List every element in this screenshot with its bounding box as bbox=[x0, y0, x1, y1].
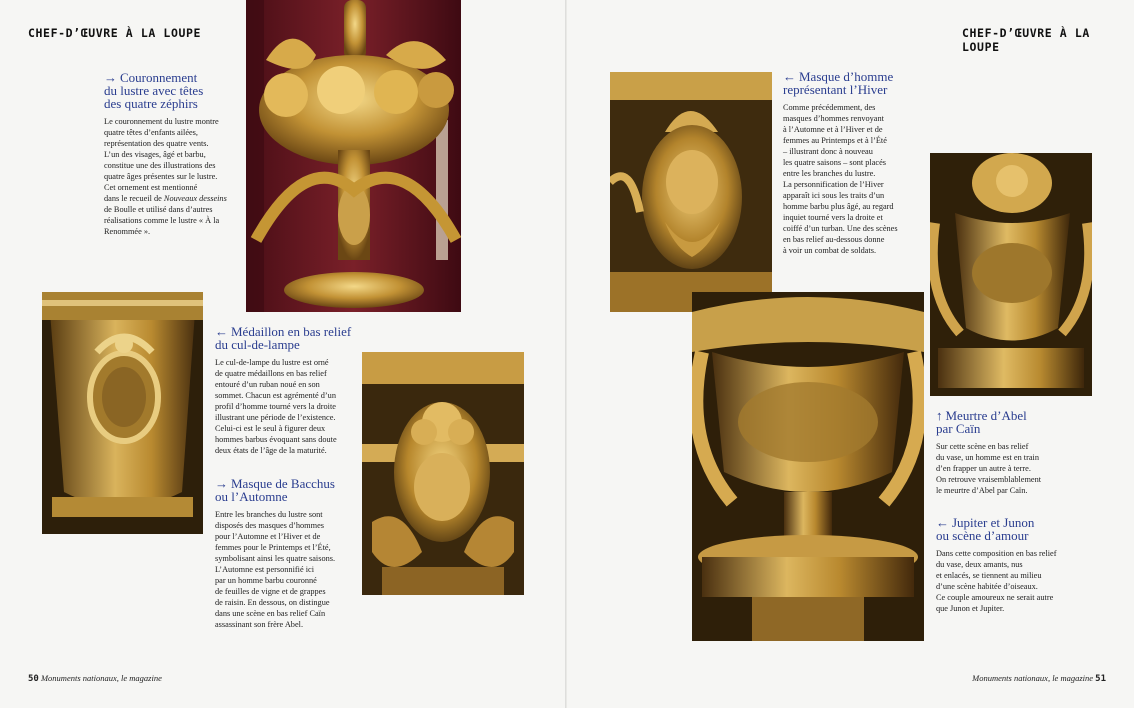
arrow-left-icon: ← bbox=[936, 515, 949, 530]
text-line: ou scène d’amour bbox=[936, 528, 1029, 543]
section-bacchus bbox=[215, 477, 355, 630]
magazine-title: Monuments nationaux, le magazine bbox=[972, 673, 1094, 683]
text-line: Entre les branches du lustre sont bbox=[215, 510, 323, 519]
text-line: réalisations comme le lustre « À la bbox=[104, 216, 220, 225]
text-line: quatre têtes d’enfants ailées, bbox=[104, 128, 198, 137]
text-line: dans une scène en bas relief Caïn bbox=[215, 609, 326, 618]
photo-abel-cain bbox=[930, 153, 1092, 396]
text-line: femmes au Printemps et à l’Été bbox=[783, 136, 887, 145]
text-line: Dans cette composition en bas relief bbox=[936, 549, 1057, 558]
page-number: 51 bbox=[1095, 674, 1106, 684]
text-line: dans le recueil de bbox=[104, 194, 164, 203]
text-line: par Caïn bbox=[936, 421, 981, 436]
text-line: Médaillon en bas relief bbox=[231, 324, 352, 339]
section-hiver bbox=[783, 70, 923, 256]
text-line: assassinant son frère Abel. bbox=[215, 620, 304, 629]
text-line: homme barbu plus âgé, au regard bbox=[783, 202, 894, 211]
arrow-up-icon: ↑ bbox=[936, 408, 943, 423]
section-title bbox=[104, 71, 244, 110]
text-line: à l’Automne et à l’Hiver et de bbox=[783, 125, 883, 134]
section-abel bbox=[936, 409, 1086, 496]
text-line: d’une scène habitée d’oiseaux. bbox=[936, 582, 1038, 591]
section-body bbox=[783, 102, 923, 256]
section-medaillon bbox=[215, 325, 355, 456]
arrow-right-icon: → bbox=[104, 70, 117, 85]
arrow-left-icon: ← bbox=[215, 324, 228, 339]
right-folio bbox=[972, 673, 1106, 684]
text-line: Celui-ci est le seul à figurer deux bbox=[215, 424, 326, 433]
text-line: le meurtre d’Abel par Caïn. bbox=[936, 486, 1028, 495]
text-line: Renommée ». bbox=[104, 227, 151, 236]
text-line: Comme précédemment, des bbox=[783, 103, 876, 112]
right-rubric: CHEF-D’ŒUVRE À LA LOUPE bbox=[962, 26, 1090, 54]
photo-medallion bbox=[42, 292, 203, 534]
left-folio bbox=[28, 673, 162, 684]
section-title bbox=[936, 409, 1086, 435]
section-body bbox=[215, 509, 355, 630]
text-line: L’Automne est personnifié ici bbox=[215, 565, 315, 574]
text-line: – illustrant donc à nouveau bbox=[783, 147, 873, 156]
section-body bbox=[104, 116, 244, 237]
text-line: disposés des masques d’hommes bbox=[215, 521, 325, 530]
text-line: du cul-de-lampe bbox=[215, 337, 300, 352]
page-number: 50 bbox=[28, 674, 39, 684]
text-line: de Boulle et utilisé dans d’autres bbox=[104, 205, 213, 214]
text-line: à voir un combat de soldats. bbox=[783, 246, 877, 255]
text-line: que Junon et Jupiter. bbox=[936, 604, 1005, 613]
text-line: sommet. Chacun est agrémenté d’un bbox=[215, 391, 336, 400]
photo-crown-zephyrs bbox=[246, 0, 461, 312]
text-line: Cet ornement est mentionné bbox=[104, 183, 198, 192]
text-line: des quatre zéphirs bbox=[104, 96, 198, 111]
section-body bbox=[936, 441, 1086, 496]
text-line: en bas relief au-dessous donne bbox=[783, 235, 885, 244]
text-line: apparaît ici sous les traits d’un bbox=[783, 191, 885, 200]
section-title bbox=[215, 477, 355, 503]
text-line: Ce couple amoureux ne serait autre bbox=[936, 593, 1054, 602]
text-line: les quatre saisons – sont placés bbox=[783, 158, 886, 167]
text-line: femmes pour le Printemps et l’Été, bbox=[215, 543, 331, 552]
text-line: Le couronnement du lustre montre bbox=[104, 117, 219, 126]
text-line: inquiet tourné vers la droite et bbox=[783, 213, 883, 222]
text-line: La personnification de l’Hiver bbox=[783, 180, 884, 189]
photo-bacchus-mask bbox=[362, 352, 524, 595]
photo-vase-detail bbox=[692, 292, 924, 641]
text-line: Couronnement bbox=[120, 70, 198, 85]
text-line: Sur cette scène en bas relief bbox=[936, 442, 1029, 451]
text-line: coiffé d’un turban. Une des scènes bbox=[783, 224, 898, 233]
arrow-right-icon: → bbox=[215, 476, 228, 491]
text-line: profil d’homme tourné vers la droite bbox=[215, 402, 336, 411]
text-line: d’en frapper un autre à terre. bbox=[936, 464, 1031, 473]
text-line: L’un des visages, âgé et barbu, bbox=[104, 150, 206, 159]
page-gutter bbox=[565, 0, 567, 708]
text-line: de raisin. En dessous, on distingue bbox=[215, 598, 330, 607]
text-line: quatre âges présentes sur le lustre. bbox=[104, 172, 218, 181]
section-title bbox=[783, 70, 923, 96]
section-couronnement bbox=[104, 71, 244, 237]
text-line: du vase, deux amants, nus bbox=[936, 560, 1023, 569]
text-line: deux états de l’âge de la maturité. bbox=[215, 446, 327, 455]
text-line: ou l’Automne bbox=[215, 489, 288, 504]
photo-winter-mask bbox=[610, 72, 772, 312]
section-body bbox=[215, 357, 355, 456]
section-body bbox=[936, 548, 1086, 614]
text-line: pour l’Automne et l’Hiver et de bbox=[215, 532, 321, 541]
magazine-title: Monuments nationaux, le magazine bbox=[40, 673, 162, 683]
text-line: entouré d’un ruban noué en son bbox=[215, 380, 320, 389]
text-line: par un homme barbu couronné bbox=[215, 576, 317, 585]
section-jupiter bbox=[936, 516, 1086, 614]
text-line: du lustre avec têtes bbox=[104, 83, 204, 98]
text-line: du vase, un homme est en train bbox=[936, 453, 1039, 462]
text-line: et enlacés, se tiennent au milieu bbox=[936, 571, 1042, 580]
text-line: masques d’hommes renvoyant bbox=[783, 114, 884, 123]
text-line: Meurtre d’Abel bbox=[945, 408, 1027, 423]
text-line: illustrant une période de l’existence. bbox=[215, 413, 336, 422]
text-line: hommes barbus évoquant sans doute bbox=[215, 435, 337, 444]
text-line: Le cul-de-lampe du lustre est orné bbox=[215, 358, 329, 367]
text-line: Nouveaux desseins bbox=[163, 194, 227, 203]
text-line: représentant l’Hiver bbox=[783, 82, 888, 97]
section-title bbox=[936, 516, 1086, 542]
section-title bbox=[215, 325, 355, 351]
text-line: entre les branches du lustre. bbox=[783, 169, 876, 178]
text-line: constitue une des illustrations des bbox=[104, 161, 216, 170]
text-line: représentation des quatre vents. bbox=[104, 139, 209, 148]
text-line: Jupiter et Junon bbox=[952, 515, 1035, 530]
text-line: Masque de Bacchus bbox=[231, 476, 335, 491]
text-line: Masque d’homme bbox=[799, 69, 894, 84]
text-line: de feuilles de vigne et de grappes bbox=[215, 587, 326, 596]
text-line: de quatre médaillons en bas relief bbox=[215, 369, 327, 378]
text-line: On retrouve vraisemblablement bbox=[936, 475, 1042, 484]
text-line: symbolisant ainsi les quatre saisons. bbox=[215, 554, 336, 563]
left-rubric: CHEF-D’ŒUVRE À LA LOUPE bbox=[28, 26, 202, 40]
arrow-left-icon: ← bbox=[783, 69, 796, 84]
